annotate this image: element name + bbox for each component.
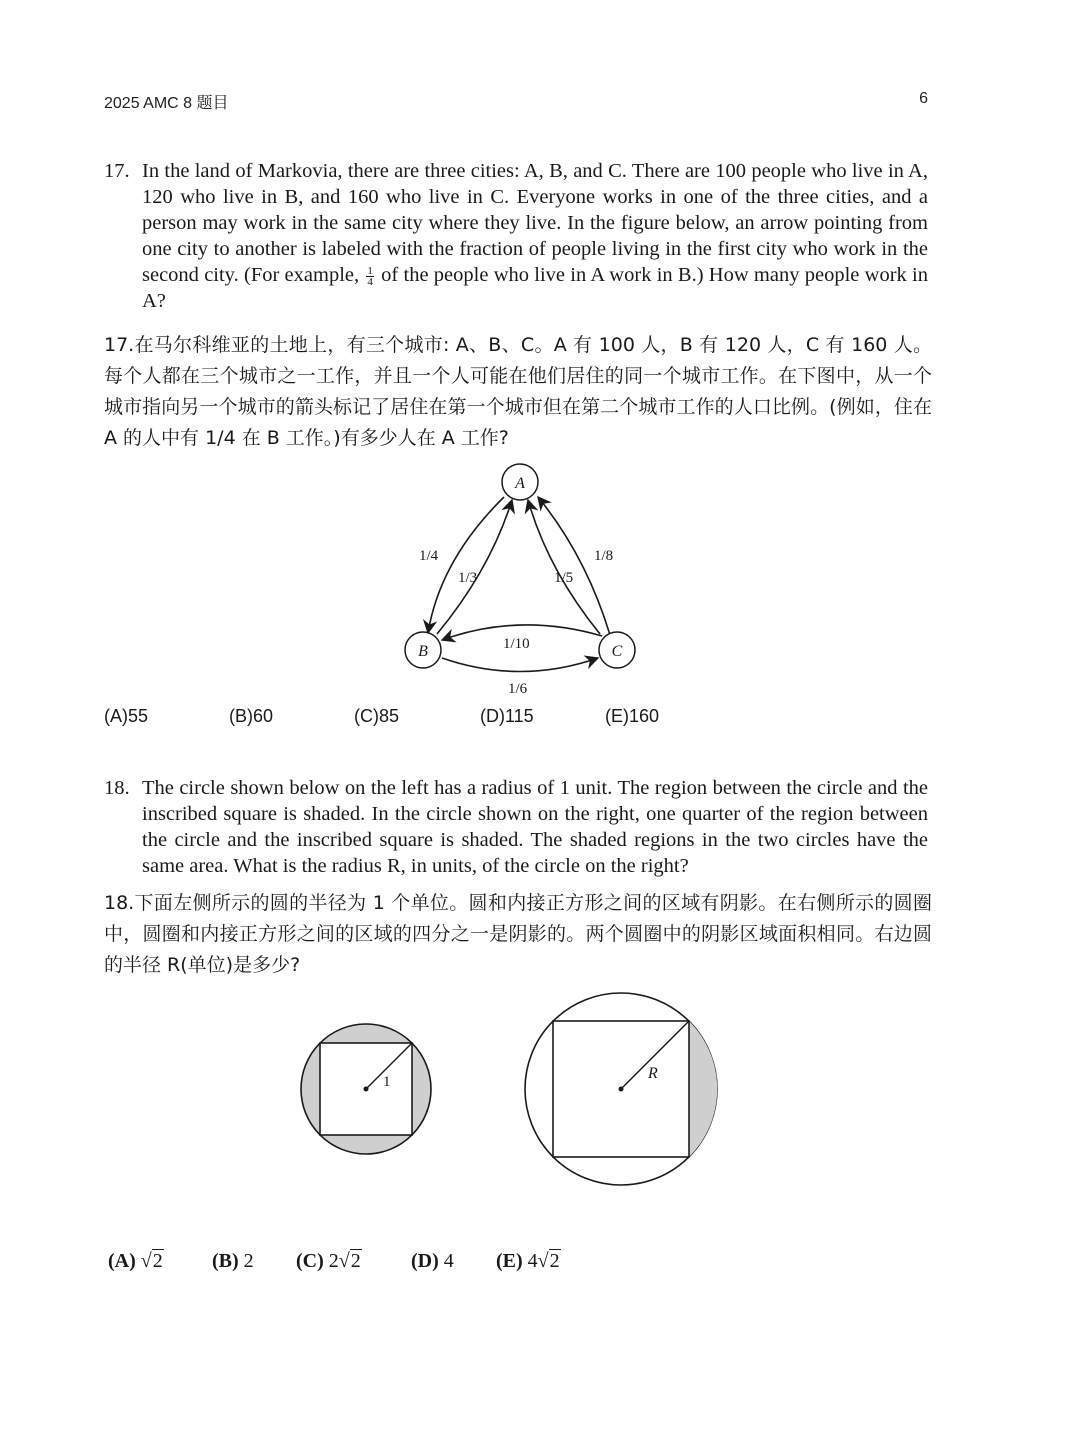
right-shaded-segment bbox=[689, 1021, 717, 1157]
node-b-label: B bbox=[418, 643, 428, 660]
problem-18-number: 18. bbox=[104, 777, 130, 799]
problem-17-choices bbox=[104, 706, 804, 732]
choice-18-a[interactable]: (A) √2 bbox=[108, 1250, 163, 1272]
problem-18-choices bbox=[108, 1250, 708, 1278]
left-circle-figure bbox=[301, 1024, 431, 1154]
choice-17-c[interactable]: (C)85 bbox=[354, 706, 400, 726]
problem-18-english bbox=[104, 775, 928, 879]
problem-18-text: The circle shown below on the left has a radius of 1 unit. The region between the circle and the inscribed square is shaded. In the circle shown on the right, one quarter of the region between the circle and the inscribed square is shaded. The shaded regions in the two circles have the same area. What is the radius R, in units, of the circle on the right? bbox=[142, 777, 928, 877]
node-c-label: C bbox=[611, 643, 623, 660]
left-center-dot bbox=[364, 1087, 369, 1092]
page-header-title: 2025 AMC 8 题目 bbox=[104, 95, 229, 112]
choice-17-e[interactable]: (E)160 bbox=[605, 706, 660, 726]
choice-17-d[interactable]: (D)115 bbox=[480, 706, 534, 726]
label-b-to-a: 1/3 bbox=[458, 570, 478, 586]
label-c-to-a-outer: 1/8 bbox=[594, 548, 614, 564]
choice-17-a[interactable]: (A)55 bbox=[104, 706, 149, 726]
arrow-b-to-c bbox=[442, 658, 598, 672]
label-c-to-b: 1/10 bbox=[503, 636, 530, 652]
problem-17-text: In the land of Markovia, there are three cities: A, B, and C. There are 100 people who live in A, 120 who live in B, and 160 who live in C. Everyone works in one of the three cities, and a person may work in the same city where they live. In the figure below, an arrow pointing from one city to another is labeled with the fraction of people living in the first city who work in the second city. (For example, $\frac{1}{4}$ of the people who live in A work in B.) How many people work in A? bbox=[142, 160, 928, 312]
right-radius-label: R bbox=[648, 1065, 658, 1082]
right-circle-figure bbox=[525, 993, 717, 1185]
label-c-to-a-inner: 1/5 bbox=[554, 570, 574, 586]
arrow-b-to-a bbox=[437, 500, 512, 634]
left-radius-label: 1 bbox=[383, 1074, 391, 1090]
node-a-label: A bbox=[515, 475, 525, 492]
problem-17-number: 17. bbox=[104, 160, 130, 182]
label-b-to-c: 1/6 bbox=[508, 681, 528, 697]
choice-18-d[interactable]: (D) 4 bbox=[411, 1250, 454, 1272]
fraction-one-quarter: $\frac{1}{4}$ bbox=[367, 264, 373, 288]
label-a-to-b: 1/4 bbox=[419, 548, 439, 564]
circles-figure bbox=[290, 990, 730, 1190]
arrow-c-to-a-outer bbox=[538, 497, 610, 635]
problem-17-chinese: 17.在马尔科维亚的土地上，有三个城市: A、B、C。A 有 100 人，B 有 120 人，C 有 160 人。每个人都在三个城市之一工作，并且一个人可能在他们居住的同一个城市工作。在下图中，从一个城市指向另一个城市的箭头标记了居住在第一个城市但在第二个城市工作的人口比例。(例如，住在 A 的人中有 1/4 在 B 工作。)有多少人在 A 工作? bbox=[104, 334, 932, 449]
right-center-dot bbox=[619, 1087, 624, 1092]
problem-18-chinese: 18.下面左侧所示的圆的半径为 1 个单位。圆和内接正方形之间的区域有阴影。在右侧所示的圆圈中，圆圈和内接正方形之间的区域的四分之一是阴影的。两个圆圈中的阴影区域面积相同。右边圆的半径 R(单位)是多少? bbox=[104, 892, 932, 976]
page-number: 6 bbox=[919, 90, 928, 107]
choice-18-c[interactable]: (C) 2√2 bbox=[296, 1250, 361, 1272]
arrow-a-to-b bbox=[428, 497, 504, 633]
problem-17-english bbox=[104, 158, 928, 314]
choice-18-b[interactable]: (B) 2 bbox=[212, 1250, 254, 1272]
choice-18-e[interactable]: (E) 4√2 bbox=[496, 1250, 560, 1272]
city-flow-diagram bbox=[390, 460, 690, 710]
choice-17-b[interactable]: (B)60 bbox=[229, 706, 274, 726]
arrow-c-to-a-inner bbox=[528, 500, 600, 634]
